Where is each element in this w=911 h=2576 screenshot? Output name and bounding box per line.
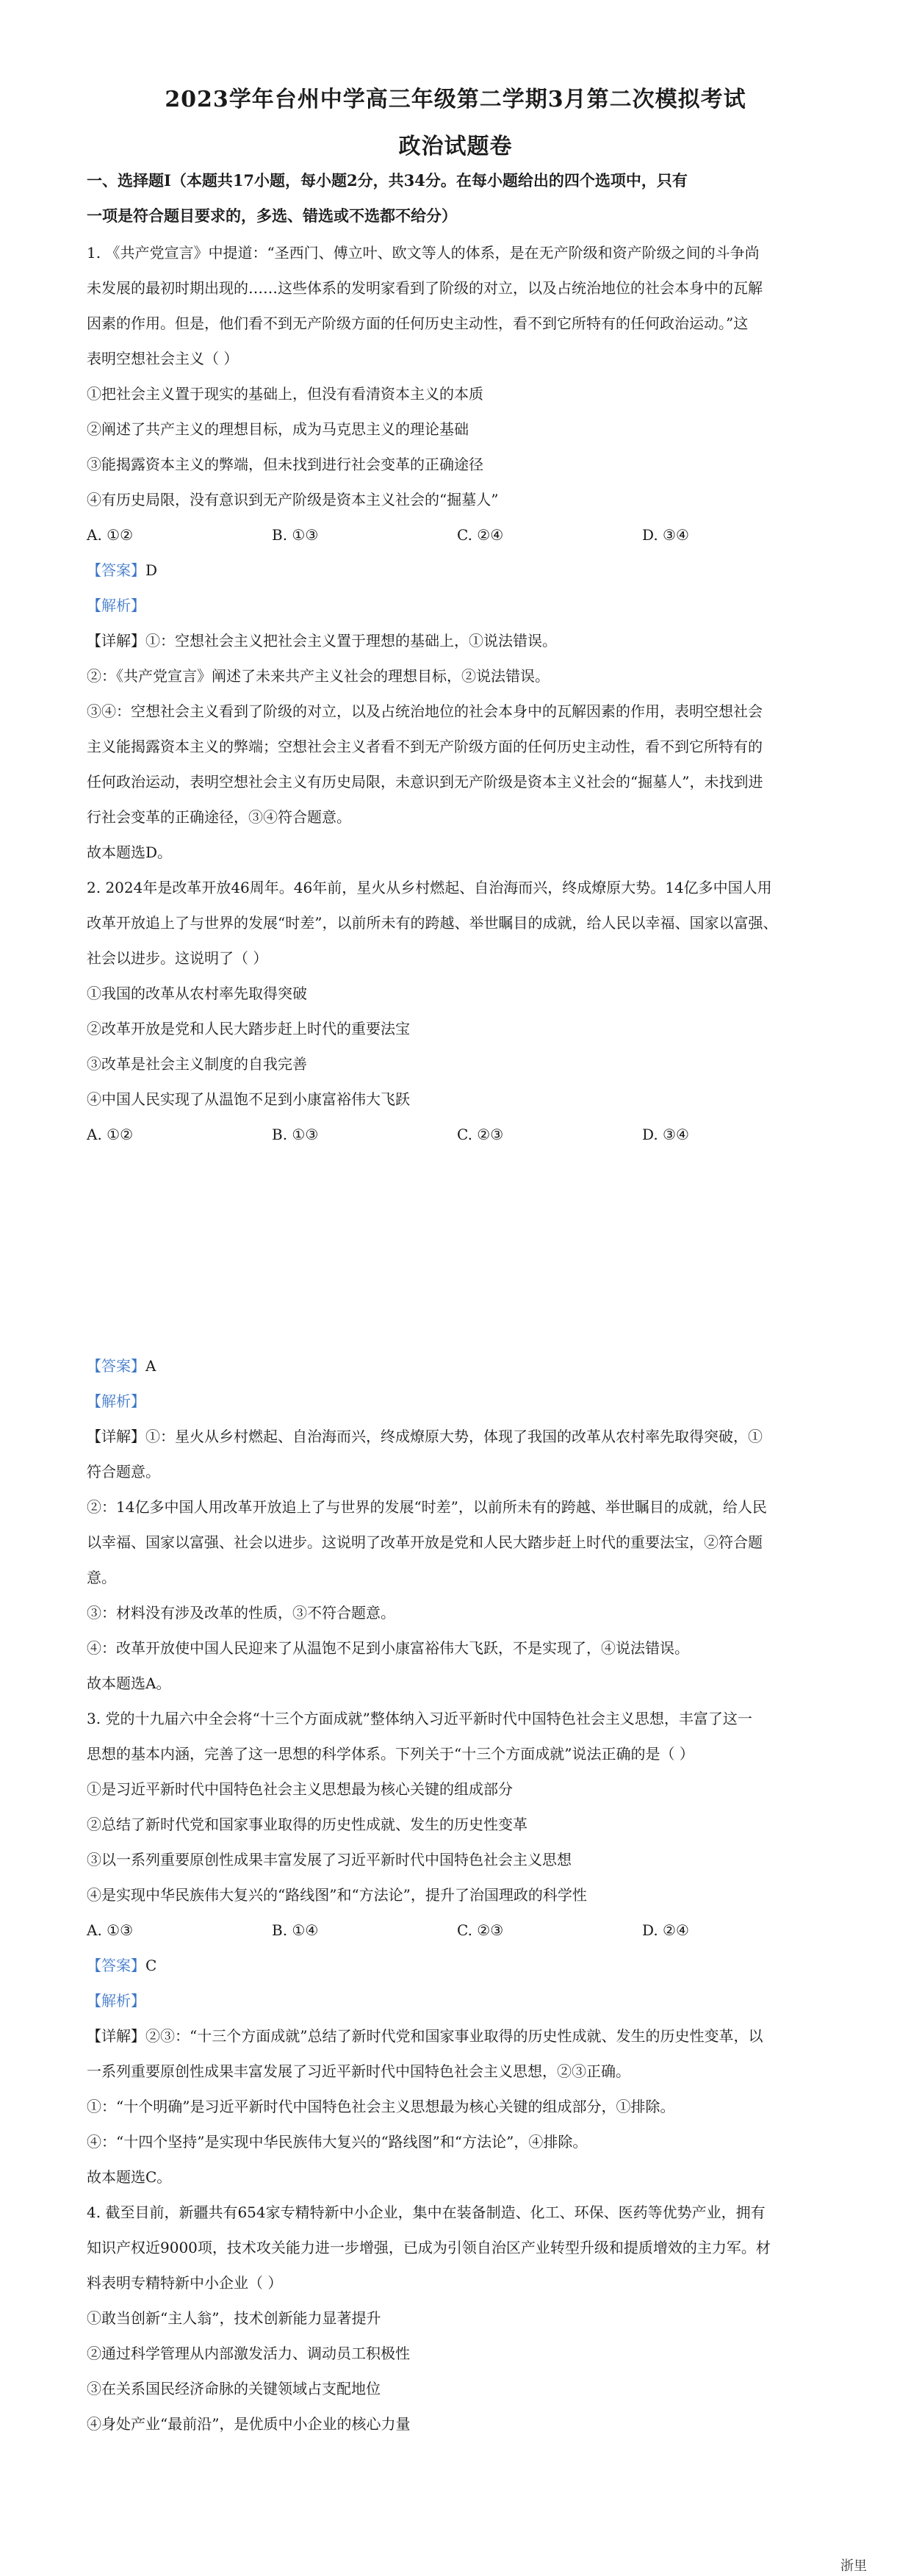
q2-stem-line: 2. 2024年是改革开放46周年。46年前，星火从乡村燃起、自治海而兴，终成燎原大势。14亿多中国人用 xyxy=(87,879,772,896)
answer-label: 【答案】 xyxy=(87,561,145,579)
footer-watermark: 浙里 xyxy=(840,2558,867,2574)
q2-analysis-line: 符合题意。 xyxy=(87,1463,160,1481)
q3-analysis-line: 【详解】②③：“十三个方面成就”总结了新时代党和国家事业取得的历史性成就、发生的历史性变革，以 xyxy=(87,2027,763,2045)
q4-item: ②通过科学管理从内部激发活力、调动员工积极性 xyxy=(87,2345,410,2362)
q1-analysis-line: ②：《共产党宣言》阐述了未来共产主义社会的理想目标，②说法错误。 xyxy=(87,667,550,685)
q2-stem-line: 社会以进步。这说明了（ ） xyxy=(87,949,268,967)
q4-stem-line: 料表明专精特新中小企业（ ） xyxy=(87,2274,283,2292)
q2-item: ④中国人民实现了从温饱不足到小康富裕伟大飞跃 xyxy=(87,1090,410,1108)
q2-analysis-label: 【解析】 xyxy=(87,1392,145,1410)
q3-analysis-label: 【解析】 xyxy=(87,1992,145,2010)
q1-item: ④有历史局限，没有意识到无产阶级是资本主义社会的“掘墓人” xyxy=(87,491,499,508)
q1-stem-line: 未发展的最初时期出现的……这些体系的发明家看到了阶级的对立，以及占统治地位的社会本身中的瓦解 xyxy=(87,279,763,297)
q4-stem-line: 4. 截至目前，新疆共有654家专精特新中小企业，集中在装备制造、化工、环保、医药等优势产业，拥有 xyxy=(87,2203,766,2221)
q4-item: ④身处产业“最前沿”，是优质中小企业的核心力量 xyxy=(87,2415,411,2433)
q2-analysis-line: 以幸福、国家以富强、社会以进步。这说明了改革开放是党和人民大踏步赶上时代的重要法宝，②符合题 xyxy=(87,1533,763,1551)
q4-item: ③在关系国民经济命脉的关键领域占支配地位 xyxy=(87,2380,381,2397)
q3-analysis-line: ①：“十个明确”是习近平新时代中国特色社会主义思想最为核心关键的组成部分，①排除。 xyxy=(87,2098,675,2115)
q1-item: ②阐述了共产主义的理想目标，成为马克思主义的理论基础 xyxy=(87,420,469,438)
q3-option-d: D. ②④ xyxy=(642,1921,689,1939)
q1-analysis-line: 任何政治运动，表明空想社会主义有历史局限，未意识到无产阶级是资本主义社会的“掘墓人”，未找到进 xyxy=(87,773,763,791)
q1-stem-line: 因素的作用。但是，他们看不到无产阶级方面的任何历史主动性，看不到它所特有的任何政治运动。”这 xyxy=(87,314,749,332)
q1-answer-value: D xyxy=(145,561,158,579)
answer-label: 【答案】 xyxy=(87,1357,145,1375)
q3-analysis-line: ④：“十四个坚持”是实现中华民族伟大复兴的“路线图”和“方法论”，④排除。 xyxy=(87,2133,588,2151)
q3-stem-line: 3. 党的十九届六中全会将“十三个方面成就”整体纳入习近平新时代中国特色社会主义思想，丰富了这一 xyxy=(87,1710,752,1727)
q1-analysis-line: 【详解】①：空想社会主义把社会主义置于理想的基础上，①说法错误。 xyxy=(87,632,557,650)
q2-analysis-line: ③：材料没有涉及改革的性质，③不符合题意。 xyxy=(87,1604,395,1622)
q3-conclusion: 故本题选C。 xyxy=(87,2168,172,2186)
q2-item: ①我国的改革从农村率先取得突破 xyxy=(87,985,307,1002)
q3-option-b: B. ①④ xyxy=(272,1921,319,1939)
q1-analysis-label: 【解析】 xyxy=(87,597,145,614)
q2-analysis-line: ②：14亿多中国人用改革开放追上了与世界的发展“时差”，以前所未有的跨越、举世瞩目的成就，给人民 xyxy=(87,1498,767,1516)
q1-stem-line: 1. 《共产党宣言》中提道：“圣西门、傅立叶、欧文等人的体系，是在无产阶级和资产阶级之间的斗争尚 xyxy=(87,244,760,262)
q1-answer xyxy=(87,560,836,580)
q2-conclusion: 故本题选A。 xyxy=(87,1674,171,1692)
q1-option-a: A. ①② xyxy=(87,526,134,544)
q2-answer-value: A xyxy=(145,1357,156,1375)
q3-item: ③以一系列重要原创性成果丰富发展了习近平新时代中国特色社会主义思想 xyxy=(87,1851,572,1868)
q2-option-a: A. ①② xyxy=(87,1126,134,1143)
q3-answer-value: C xyxy=(145,1957,157,1974)
q3-analysis-line: 一系列重要原创性成果丰富发展了习近平新时代中国特色社会主义思想，②③正确。 xyxy=(87,2062,630,2080)
q2-stem-line: 改革开放追上了与世界的发展“时差”，以前所未有的跨越、举世瞩目的成就，给人民以幸福、国家以富强、 xyxy=(87,914,778,932)
q2-answer xyxy=(87,1356,836,1376)
q1-conclusion: 故本题选D。 xyxy=(87,843,173,861)
q2-option-d: D. ③④ xyxy=(642,1126,689,1143)
q4-item: ①敢当创新“主人翁”，技术创新能力显著提升 xyxy=(87,2309,381,2327)
q2-option-b: B. ①③ xyxy=(272,1126,319,1143)
q1-analysis-line: ③④：空想社会主义看到了阶级的对立，以及占统治地位的社会本身中的瓦解因素的作用，表明空想社会 xyxy=(87,702,763,720)
q2-item: ②改革开放是党和人民大踏步赶上时代的重要法宝 xyxy=(87,1020,410,1037)
q1-option-d: D. ③④ xyxy=(642,526,689,544)
q1-stem-line: 表明空想社会主义（ ） xyxy=(87,350,239,367)
q3-option-a: A. ①③ xyxy=(87,1921,134,1939)
q1-analysis-line: 行社会变革的正确途径，③④符合题意。 xyxy=(87,808,351,826)
exam-subtitle: 政治试题卷 xyxy=(398,134,513,159)
q2-analysis-line: 【详解】①：星火从乡村燃起、自治海而兴，终成燎原大势，体现了我国的改革从农村率先取得突破，① xyxy=(87,1428,763,1445)
q1-item: ③能揭露资本主义的弊端，但未找到进行社会变革的正确途径 xyxy=(87,456,483,473)
exam-title: 2023学年台州中学高三年级第二学期3月第二次模拟考试 xyxy=(165,87,746,112)
section-heading-line-1: 一、选择题Ⅰ（本题共17小题，每小题2分，共34分。在每小题给出的四个选项中，只有 xyxy=(87,171,688,190)
q1-option-c: C. ②④ xyxy=(457,526,504,544)
q3-option-c: C. ②③ xyxy=(457,1921,504,1939)
q1-item: ①把社会主义置于现实的基础上，但没有看清资本主义的本质 xyxy=(87,385,483,403)
q3-item: ①是习近平新时代中国特色社会主义思想最为核心关键的组成部分 xyxy=(87,1780,513,1798)
section-heading-line-2: 一项是符合题目要求的，多选、错选或不选都不给分） xyxy=(87,206,457,225)
q3-answer xyxy=(87,1955,836,1976)
q3-stem-line: 思想的基本内涵，完善了这一思想的科学体系。下列关于“十三个方面成就”说法正确的是（ ） xyxy=(87,1745,694,1763)
q2-analysis-line: ④：改革开放使中国人民迎来了从温饱不足到小康富裕伟大飞跃，不是实现了，④说法错误。 xyxy=(87,1639,689,1657)
q2-item: ③改革是社会主义制度的自我完善 xyxy=(87,1055,307,1073)
answer-label: 【答案】 xyxy=(87,1957,145,1974)
q2-option-c: C. ②③ xyxy=(457,1126,504,1143)
q3-item: ④是实现中华民族伟大复兴的“路线图”和“方法论”，提升了治国理政的科学性 xyxy=(87,1886,587,1904)
q4-stem-line: 知识产权近9000项，技术攻关能力进一步增强，已成为引领自治区产业转型升级和提质增效的主力军。材 xyxy=(87,2239,771,2256)
q3-item: ②总结了新时代党和国家事业取得的历史性成就、发生的历史性变革 xyxy=(87,1816,527,1833)
q1-analysis-line: 主义能揭露资本主义的弊端；空想社会主义者看不到无产阶级方面的任何历史主动性，看不到它所特有的 xyxy=(87,738,763,755)
q2-analysis-line: 意。 xyxy=(87,1569,116,1586)
q1-option-b: B. ①③ xyxy=(272,526,319,544)
